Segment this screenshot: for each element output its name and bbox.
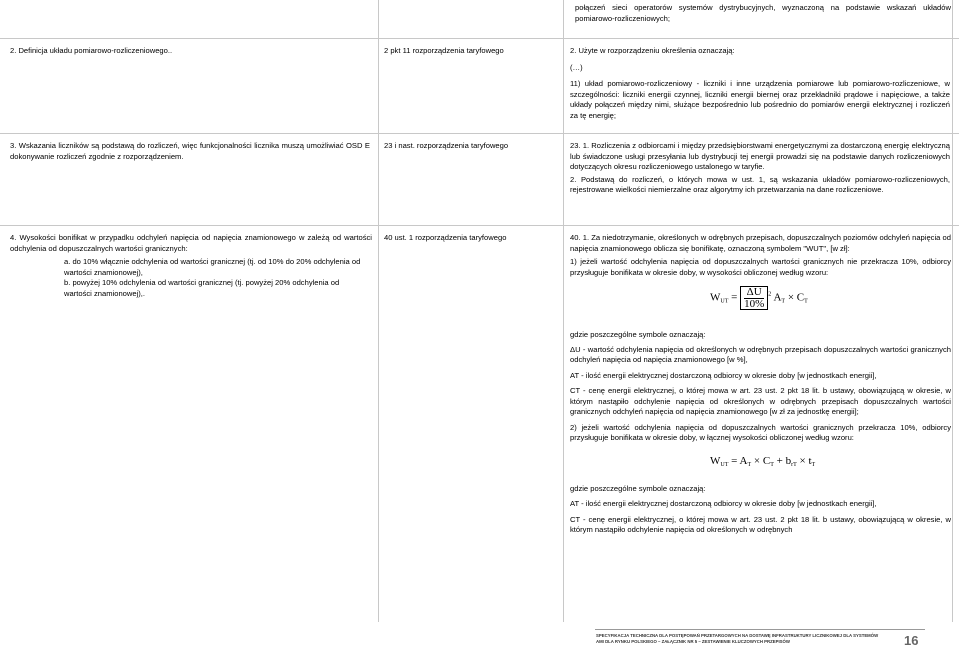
page-number: 16 [904, 633, 919, 648]
row3-para2: 2. Podstawą do rozliczeń, o których mowa w ust. 1, są wskazania układów pomiarowo-rozliczeniowych, rejestrowane wielkości niemierzalne oraz algorytmy ich przetwarzania na dane rozliczeniowe. [570, 174, 950, 194]
row-divider [0, 133, 959, 134]
column-divider [563, 0, 564, 622]
row4-para3: 2) jeżeli wartość odchylenia napięcia od dopuszczalnych wartości granicznych przekracza 10%, odbiorcy przysługuje bonifikata w okresie doby, w łącznej wysokości obliczonej według wzoru: [570, 422, 951, 442]
row4-para2: 1) jeżeli wartość odchylenia napięcia od dopuszczalnych wartości granicznych nie przekracza 10%, odbiorcy przysługuje bonifikata w okresie doby, w wysokości obliczonej według wzoru: [570, 257, 951, 277]
row3-reference: 23 i nast. rozporządzenia taryfowego [384, 141, 509, 150]
row-divider [0, 38, 959, 39]
row4-intro: 4. Wysokości bonifikat w przypadku odchyleń napięcia od napięcia znamionowego w zależą od wartości odchylenia od dopuszczalnych wartości granicznych: [10, 233, 372, 253]
symbol-ct: CT - cenę energii elektrycznej, o której mowa w art. 23 ust. 2 pkt 18 lit. b ustawy, obowiązującą w okresie, w którym nastąpiło odchylenie napięcia od określonych w odrębnych przepisach dopuszczalnych wartości granicznych odchyleń napięcia od napięcia znamionowego [w zł za jednostkę energii]; [570, 386, 951, 416]
row4-item-b: b. powyżej 10% odchylenia od wartości granicznej (tj. powyżej 20% odchylenia od wartości znamionowej),. [64, 278, 340, 298]
row2-reference: 2 pkt 11 rozporządzenia taryfowego [384, 46, 504, 55]
footer-line-2: AMI DLA RYNKU POLSKIEGO – ZAŁĄCZNIK NR 5 – ZESTAWIENIE KLUCZOWYCH PRZEPISÓW [596, 639, 790, 644]
row2-ellipsis: (…) [570, 62, 583, 72]
column-divider [378, 0, 379, 622]
column-divider [952, 0, 953, 622]
row2-intro: 2. Użyte w rozporządzeniu określenia oznaczają: [570, 46, 735, 55]
row4-requirement [10, 233, 372, 299]
row3-requirement: 3. Wskazania liczników są podstawą do rozliczeń, więc funkcjonalności licznika muszą umożliwiać OSD E dokonywanie rozliczeń zgodnie z rozporządzeniem. [10, 141, 370, 161]
footer-line-1: SPECYFIKACJA TECHNICZNA DLA POSTĘPOWAŃ PRZETARGOWYCH NA DOSTAWĘ INFRASTRUKTURY LICZNIKOWEJ DLA SYSTEMÓW [596, 633, 879, 638]
footer-rule [595, 629, 925, 630]
row4-quote [570, 233, 951, 536]
row3-quote [570, 141, 950, 196]
row4-reference: 40 ust. 1 rozporządzenia taryfowego [384, 233, 507, 242]
symbol-ct-2: CT - cenę energii elektrycznej, o której mowa w art. 23 ust. 2 pkt 18 lit. b ustawy, obowiązującą w okresie, w którym nastąpiło odchylenie napięcia od określonych w odrębnych [570, 514, 951, 534]
row2-requirement: 2. Definicja układu pomiarowo-rozliczeniowego.. [10, 46, 173, 55]
formula-1 [570, 278, 951, 330]
row4-para1: 40. 1. Za niedotrzymanie, określonych w odrębnych przepisach, dopuszczalnych poziomów odchyleń napięcia od napięcia znamionowego oblicza się bonifikatę, oznaczoną symbolem "WUT", [w zł]: [570, 233, 951, 253]
continuation-text: połączeń sieci operatorów systemów dystrybucyjnych, wyznaczoną na podstawie wskazań układów pomiarowo-rozliczeniowych; [575, 3, 951, 23]
formula-2 [570, 444, 951, 484]
formula-1-bracket: $\frac{\Delta U}{10\%}$ [740, 286, 768, 310]
page-footer [596, 633, 906, 645]
row4-item-a: a. do 10% włącznie odchylenia od wartości granicznej (tj. od 10% do 20% odchylenia od wartości znamionowej), [64, 257, 361, 277]
symbols-intro-2: gdzie poszczególne symbole oznaczają: [570, 483, 706, 493]
row-divider [0, 225, 959, 226]
row3-para1: 23. 1. Rozliczenia z odbiorcami i między przedsiębiorstwami energetycznymi za dostarczoną energię elektryczną lub świadczone usługi przesyłania lub dystrybucji tej energii prowadzi się na podstawie danych rozliczeniowych dotyczących okresu rozliczeniowego ustalonego w taryfie. [570, 141, 950, 171]
formula-2-expression: $W_{UT} = A_T \times C_T + b_{rT} \times t_T$ [710, 454, 816, 468]
symbol-delta-u: ΔU - wartość odchylenia napięcia od określonych w odrębnych przepisach dopuszczalnych wartości granicznych odchyleń napięcia od napięcia znamionowego [w %], [570, 344, 951, 364]
formula-1-expression: $W_{UT}$ = $\frac{\Delta U}{10\%}$ $^2$ $A_T \times C_T$ [710, 286, 808, 310]
symbol-at-2: AT - ilość energii elektrycznej dostarczoną odbiorcy w okresie doby [w jednostkach energii], [570, 499, 877, 508]
symbol-at: AT - ilość energii elektrycznej dostarczoną odbiorcy w okresie doby [w jednostkach energii], [570, 370, 877, 380]
row2-quote [570, 46, 950, 121]
row2-definition: 11) układ pomiarowo-rozliczeniowy - liczniki i inne urządzenia pomiarowe lub pomiarowo-rozliczeniowe, w szczególności: liczniki energii czynnej, liczniki energii biernej oraz przekładniki prądowe i napięciowe, a także układy połączeń między nimi, służące bezpośrednio lub pośrednio do pomiarów energii elektrycznej i rozliczeń za tę energię; [570, 79, 950, 120]
symbols-intro: gdzie poszczególne symbole oznaczają: [570, 330, 706, 339]
